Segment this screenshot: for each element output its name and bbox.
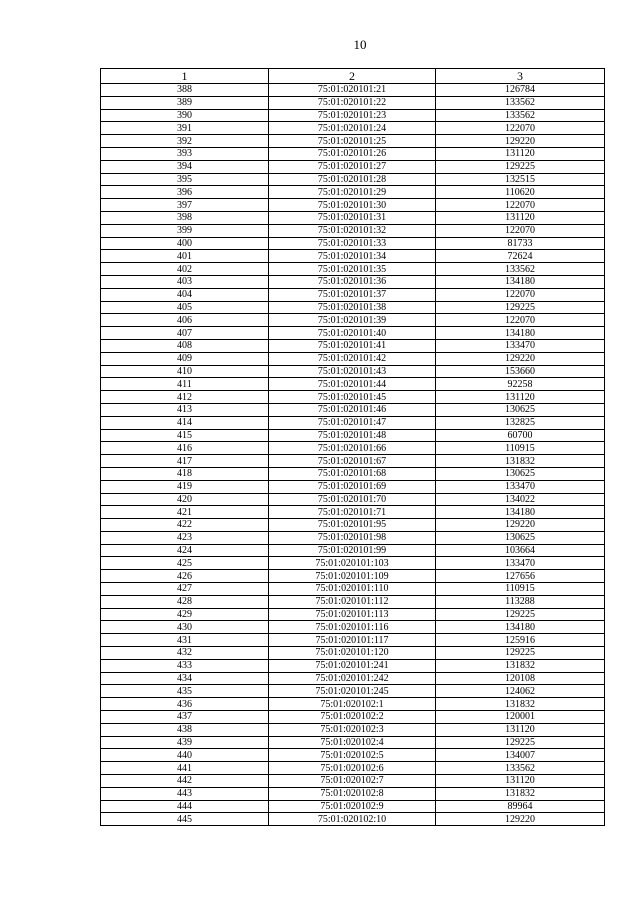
table-row (101, 800, 605, 813)
table-row (101, 250, 605, 263)
cadastral-number-cell: 75:01:020101:116 (269, 621, 436, 634)
cadastral-number-cell: 75:01:020101:66 (269, 442, 436, 455)
row-number-cell: 416 (101, 442, 269, 455)
value-cell: 103664 (436, 544, 605, 557)
row-number-cell: 437 (101, 711, 269, 724)
row-number-cell: 400 (101, 237, 269, 250)
value-cell: 131120 (436, 211, 605, 224)
cadastral-number-cell: 75:01:020101:117 (269, 634, 436, 647)
value-cell: 153660 (436, 365, 605, 378)
table-row (101, 608, 605, 621)
value-cell: 129225 (436, 608, 605, 621)
value-cell: 122070 (436, 224, 605, 237)
row-number-cell: 442 (101, 775, 269, 788)
table-row (101, 365, 605, 378)
value-cell: 129225 (436, 160, 605, 173)
row-number-cell: 431 (101, 634, 269, 647)
table-row (101, 96, 605, 109)
cadastral-number-cell: 75:01:020101:41 (269, 339, 436, 352)
value-cell: 134022 (436, 493, 605, 506)
value-cell: 130625 (436, 467, 605, 480)
cadastral-number-cell: 75:01:020101:44 (269, 378, 436, 391)
table-row (101, 813, 605, 826)
row-number-cell: 417 (101, 455, 269, 468)
value-cell: 131120 (436, 391, 605, 404)
table-row (101, 762, 605, 775)
table-row (101, 698, 605, 711)
value-cell: 129220 (436, 135, 605, 148)
row-number-cell: 432 (101, 647, 269, 660)
cadastral-number-cell: 75:01:020101:110 (269, 583, 436, 596)
row-number-cell: 389 (101, 96, 269, 109)
column-header-1: 1 (101, 69, 269, 84)
value-cell: 132515 (436, 173, 605, 186)
row-number-cell: 398 (101, 211, 269, 224)
column-header-2: 2 (269, 69, 436, 84)
value-cell: 89964 (436, 800, 605, 813)
cadastral-number-cell: 75:01:020101:98 (269, 531, 436, 544)
row-number-cell: 409 (101, 352, 269, 365)
row-number-cell: 390 (101, 109, 269, 122)
value-cell: 129225 (436, 301, 605, 314)
row-number-cell: 388 (101, 84, 269, 97)
row-number-cell: 393 (101, 147, 269, 160)
row-number-cell: 413 (101, 403, 269, 416)
row-number-cell: 397 (101, 199, 269, 212)
table-row (101, 455, 605, 468)
table-row (101, 403, 605, 416)
table-row (101, 147, 605, 160)
row-number-cell: 403 (101, 275, 269, 288)
cadastral-number-cell: 75:01:020102:10 (269, 813, 436, 826)
table-row (101, 339, 605, 352)
value-cell: 125916 (436, 634, 605, 647)
table-row (101, 301, 605, 314)
table-row (101, 749, 605, 762)
value-cell: 133562 (436, 762, 605, 775)
cadastral-number-cell: 75:01:020101:45 (269, 391, 436, 404)
cadastral-number-cell: 75:01:020101:34 (269, 250, 436, 263)
table-row (101, 659, 605, 672)
table-row (101, 480, 605, 493)
cadastral-number-cell: 75:01:020101:120 (269, 647, 436, 660)
cadastral-number-cell: 75:01:020101:46 (269, 403, 436, 416)
row-number-cell: 395 (101, 173, 269, 186)
cadastral-number-cell: 75:01:020102:9 (269, 800, 436, 813)
cadastral-number-cell: 75:01:020101:29 (269, 186, 436, 199)
row-number-cell: 436 (101, 698, 269, 711)
table-row (101, 787, 605, 800)
row-number-cell: 435 (101, 685, 269, 698)
table-row (101, 122, 605, 135)
row-number-cell: 404 (101, 288, 269, 301)
row-number-cell: 402 (101, 263, 269, 276)
row-number-cell: 444 (101, 800, 269, 813)
value-cell: 131120 (436, 775, 605, 788)
cadastral-number-cell: 75:01:020101:33 (269, 237, 436, 250)
row-number-cell: 427 (101, 583, 269, 596)
table-row (101, 186, 605, 199)
value-cell: 127656 (436, 570, 605, 583)
table-row (101, 570, 605, 583)
value-cell: 133562 (436, 263, 605, 276)
cadastral-number-cell: 75:01:020101:42 (269, 352, 436, 365)
cadastral-number-cell: 75:01:020101:21 (269, 84, 436, 97)
row-number-cell: 445 (101, 813, 269, 826)
cadastral-number-cell: 75:01:020101:28 (269, 173, 436, 186)
table-body (101, 84, 605, 826)
table-row (101, 672, 605, 685)
cadastral-number-cell: 75:01:020101:35 (269, 263, 436, 276)
value-cell: 131120 (436, 723, 605, 736)
table-row (101, 378, 605, 391)
row-number-cell: 443 (101, 787, 269, 800)
value-cell: 134180 (436, 275, 605, 288)
row-number-cell: 421 (101, 506, 269, 519)
cadastral-number-cell: 75:01:020101:27 (269, 160, 436, 173)
row-number-cell: 434 (101, 672, 269, 685)
header-row (101, 69, 605, 84)
table-row (101, 595, 605, 608)
row-number-cell: 392 (101, 135, 269, 148)
value-cell: 120001 (436, 711, 605, 724)
cadastral-number-cell: 75:01:020101:39 (269, 314, 436, 327)
row-number-cell: 415 (101, 429, 269, 442)
row-number-cell: 428 (101, 595, 269, 608)
value-cell: 122070 (436, 199, 605, 212)
table-row (101, 621, 605, 634)
cadastral-number-cell: 75:01:020101:70 (269, 493, 436, 506)
table-row (101, 544, 605, 557)
value-cell: 124062 (436, 685, 605, 698)
value-cell: 134180 (436, 327, 605, 340)
cadastral-number-cell: 75:01:020101:99 (269, 544, 436, 557)
row-number-cell: 438 (101, 723, 269, 736)
value-cell: 122070 (436, 122, 605, 135)
value-cell: 110915 (436, 583, 605, 596)
table-row (101, 352, 605, 365)
table-row (101, 199, 605, 212)
table-row (101, 275, 605, 288)
table-row (101, 685, 605, 698)
cadastral-number-cell: 75:01:020102:6 (269, 762, 436, 775)
row-number-cell: 424 (101, 544, 269, 557)
row-number-cell: 441 (101, 762, 269, 775)
value-cell: 72624 (436, 250, 605, 263)
value-cell: 131832 (436, 659, 605, 672)
value-cell: 126784 (436, 84, 605, 97)
row-number-cell: 405 (101, 301, 269, 314)
cadastral-number-cell: 75:01:020101:241 (269, 659, 436, 672)
cadastral-number-cell: 75:01:020102:2 (269, 711, 436, 724)
cadastral-number-cell: 75:01:020101:48 (269, 429, 436, 442)
table-row (101, 211, 605, 224)
table-row (101, 416, 605, 429)
row-number-cell: 426 (101, 570, 269, 583)
value-cell: 131832 (436, 455, 605, 468)
row-number-cell: 439 (101, 736, 269, 749)
row-number-cell: 419 (101, 480, 269, 493)
value-cell: 122070 (436, 314, 605, 327)
table-header (101, 69, 605, 84)
value-cell: 133562 (436, 96, 605, 109)
table-row (101, 634, 605, 647)
table-row (101, 224, 605, 237)
value-cell: 131120 (436, 147, 605, 160)
cadastral-number-cell: 75:01:020102:8 (269, 787, 436, 800)
cadastral-number-cell: 75:01:020101:67 (269, 455, 436, 468)
cadastral-number-cell: 75:01:020101:26 (269, 147, 436, 160)
table-row (101, 429, 605, 442)
table-row (101, 557, 605, 570)
value-cell: 134180 (436, 506, 605, 519)
row-number-cell: 429 (101, 608, 269, 621)
cadastral-number-cell: 75:01:020101:25 (269, 135, 436, 148)
value-cell: 133470 (436, 480, 605, 493)
cadastral-number-cell: 75:01:020101:71 (269, 506, 436, 519)
cadastral-number-cell: 75:01:020102:3 (269, 723, 436, 736)
row-number-cell: 401 (101, 250, 269, 263)
value-cell: 120108 (436, 672, 605, 685)
table-row (101, 775, 605, 788)
value-cell: 133470 (436, 339, 605, 352)
value-cell: 122070 (436, 288, 605, 301)
row-number-cell: 425 (101, 557, 269, 570)
row-number-cell: 412 (101, 391, 269, 404)
table-row (101, 288, 605, 301)
cadastral-number-cell: 75:01:020101:23 (269, 109, 436, 122)
value-cell: 129220 (436, 813, 605, 826)
value-cell: 133470 (436, 557, 605, 570)
table-row (101, 711, 605, 724)
row-number-cell: 408 (101, 339, 269, 352)
table-row (101, 109, 605, 122)
cadastral-number-cell: 75:01:020101:69 (269, 480, 436, 493)
table-row (101, 647, 605, 660)
cadastral-number-cell: 75:01:020101:113 (269, 608, 436, 621)
row-number-cell: 407 (101, 327, 269, 340)
row-number-cell: 394 (101, 160, 269, 173)
row-number-cell: 406 (101, 314, 269, 327)
value-cell: 110620 (436, 186, 605, 199)
cadastral-number-cell: 75:01:020101:37 (269, 288, 436, 301)
table-row (101, 314, 605, 327)
cadastral-number-cell: 75:01:020101:32 (269, 224, 436, 237)
cadastral-number-cell: 75:01:020101:43 (269, 365, 436, 378)
table-row (101, 493, 605, 506)
cadastral-number-cell: 75:01:020101:24 (269, 122, 436, 135)
value-cell: 134007 (436, 749, 605, 762)
value-cell: 129225 (436, 647, 605, 660)
cadastral-number-cell: 75:01:020102:7 (269, 775, 436, 788)
value-cell: 110915 (436, 442, 605, 455)
row-number-cell: 399 (101, 224, 269, 237)
row-number-cell: 418 (101, 467, 269, 480)
value-cell: 133562 (436, 109, 605, 122)
cadastral-number-cell: 75:01:020101:242 (269, 672, 436, 685)
table-row (101, 519, 605, 532)
cadastral-number-cell: 75:01:020101:38 (269, 301, 436, 314)
table-row (101, 506, 605, 519)
table-row (101, 84, 605, 97)
row-number-cell: 430 (101, 621, 269, 634)
cadastral-number-cell: 75:01:020101:103 (269, 557, 436, 570)
value-cell: 129225 (436, 736, 605, 749)
cadastral-number-cell: 75:01:020101:31 (269, 211, 436, 224)
row-number-cell: 414 (101, 416, 269, 429)
column-header-3: 3 (436, 69, 605, 84)
page-number: 10 (353, 37, 367, 52)
table-row (101, 135, 605, 148)
cadastral-number-cell: 75:01:020101:245 (269, 685, 436, 698)
value-cell: 132825 (436, 416, 605, 429)
row-number-cell: 411 (101, 378, 269, 391)
table-row (101, 327, 605, 340)
row-number-cell: 396 (101, 186, 269, 199)
cadastral-number-cell: 75:01:020101:36 (269, 275, 436, 288)
table-row (101, 160, 605, 173)
table-row (101, 391, 605, 404)
table-row (101, 531, 605, 544)
cadastral-number-cell: 75:01:020101:68 (269, 467, 436, 480)
value-cell: 113288 (436, 595, 605, 608)
table-row (101, 263, 605, 276)
value-cell: 129220 (436, 519, 605, 532)
cadastral-number-cell: 75:01:020101:109 (269, 570, 436, 583)
table-row (101, 467, 605, 480)
value-cell: 129220 (436, 352, 605, 365)
row-number-cell: 410 (101, 365, 269, 378)
row-number-cell: 422 (101, 519, 269, 532)
cadastral-number-cell: 75:01:020101:47 (269, 416, 436, 429)
row-number-cell: 420 (101, 493, 269, 506)
value-cell: 131832 (436, 698, 605, 711)
cadastral-number-cell: 75:01:020101:112 (269, 595, 436, 608)
cadastral-number-cell: 75:01:020101:30 (269, 199, 436, 212)
value-cell: 131832 (436, 787, 605, 800)
cadastral-number-cell: 75:01:020101:40 (269, 327, 436, 340)
cadastral-number-cell: 75:01:020102:1 (269, 698, 436, 711)
data-table (100, 68, 605, 826)
row-number-cell: 440 (101, 749, 269, 762)
row-number-cell: 391 (101, 122, 269, 135)
table-row (101, 736, 605, 749)
value-cell: 130625 (436, 531, 605, 544)
value-cell: 92258 (436, 378, 605, 391)
value-cell: 81733 (436, 237, 605, 250)
cadastral-number-cell: 75:01:020102:5 (269, 749, 436, 762)
table-row (101, 583, 605, 596)
cadastral-number-cell: 75:01:020101:22 (269, 96, 436, 109)
table-row (101, 173, 605, 186)
cadastral-number-cell: 75:01:020101:95 (269, 519, 436, 532)
value-cell: 134180 (436, 621, 605, 634)
table-row (101, 442, 605, 455)
table-row (101, 723, 605, 736)
row-number-cell: 433 (101, 659, 269, 672)
cadastral-number-cell: 75:01:020102:4 (269, 736, 436, 749)
value-cell: 60700 (436, 429, 605, 442)
table-row (101, 237, 605, 250)
row-number-cell: 423 (101, 531, 269, 544)
value-cell: 130625 (436, 403, 605, 416)
